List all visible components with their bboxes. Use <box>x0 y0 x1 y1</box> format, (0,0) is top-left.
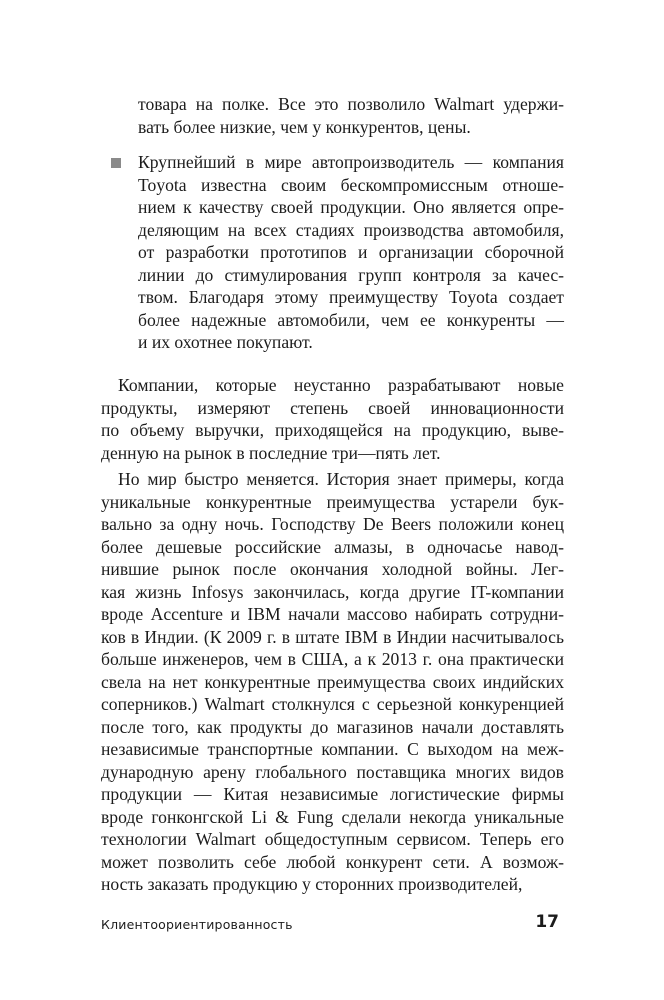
text-line: Компании, которые неустанно разрабатывают новые <box>118 375 564 395</box>
text-line: деляющим на всех стадиях производства автомобиля, <box>138 219 564 240</box>
text-line: вать более низкие, чем у конкурентов, цены. <box>138 116 471 137</box>
text-line: уникальные конкурентные преимущества устарели бук- <box>101 491 564 512</box>
text-line: может позволить себе любой конкурент сети. А возмож- <box>101 851 564 872</box>
text-line: Крупнейший в мире автопроизводитель — компания <box>138 152 564 172</box>
text-line: товара на полке. Все это позволило Walmart удержи- <box>138 94 564 114</box>
text-line: ность заказать продукцию у сторонних производителей, <box>101 874 523 894</box>
text-line: вально за одну ночь. Господству De Beers положили конец <box>101 514 564 534</box>
text-line: технологии Walmart общедоступным сервисом. Теперь его <box>101 829 564 849</box>
text-line: Но мир быстро меняется. История знает примеры, когда <box>118 469 564 489</box>
text-line: больше инженеров, чем в США, а к 2013 г. она практически <box>101 649 564 669</box>
text-line: более надежные автомобили, чем ее конкуренты — <box>138 309 564 330</box>
text-line: кая жизнь Infosys закончилась, когда другие IT-компании <box>101 581 564 602</box>
text-line: продукции — Китая независимые логистические фирмы <box>101 784 564 804</box>
square-bullet-icon <box>111 158 121 168</box>
running-title: Клиентоориентированность <box>101 917 293 932</box>
text-line: нием к качеству своей продукции. Оно является опре- <box>138 197 564 217</box>
text-line: Toyota известна своим бескомпромиссным отноше- <box>138 174 564 195</box>
text-line: продукты, измеряют степень своей инновационности <box>101 397 564 418</box>
text-line: по объему выручки, приходящейся на продукцию, выве- <box>101 420 564 440</box>
text-line: от разработки прототипов и организации сборочной <box>138 242 564 262</box>
page-number: 17 <box>535 912 559 932</box>
text-line: нившие рынок после окончания холодной войны. Лег- <box>101 559 564 579</box>
text-line: ков в Индии. (К 2009 г. в штате IBM в Индии насчитывалось <box>101 626 564 647</box>
text-line: независимые транспортные компании. С выходом на меж- <box>101 739 564 759</box>
text-line: вроде гонконгской Li & Fung сделали некогда уникальные <box>101 806 564 827</box>
text-line: и их охотнее покупают. <box>138 332 313 352</box>
text-line: денную на рынок в последние три—пять лет. <box>101 442 441 463</box>
text-line: более дешевые российские алмазы, в одночасье навод- <box>101 536 564 557</box>
text-line: после того, как продукты до магазинов начали доставлять <box>101 716 564 737</box>
text-line: линии до стимулирования групп контроля за качес- <box>138 264 564 285</box>
text-line: твом. Благодаря этому преимуществу Toyota создает <box>138 287 564 307</box>
text-line: вроде Accenture и IBM начали массово набирать сотрудни- <box>101 604 564 624</box>
text-line: соперников.) Walmart столкнулся с серьезной конкуренцией <box>101 694 564 714</box>
text-line: свела на нет конкурентные преимущества своих индийских <box>101 671 564 692</box>
text-line: дународную арену глобального поставщика многих видов <box>101 761 564 782</box>
